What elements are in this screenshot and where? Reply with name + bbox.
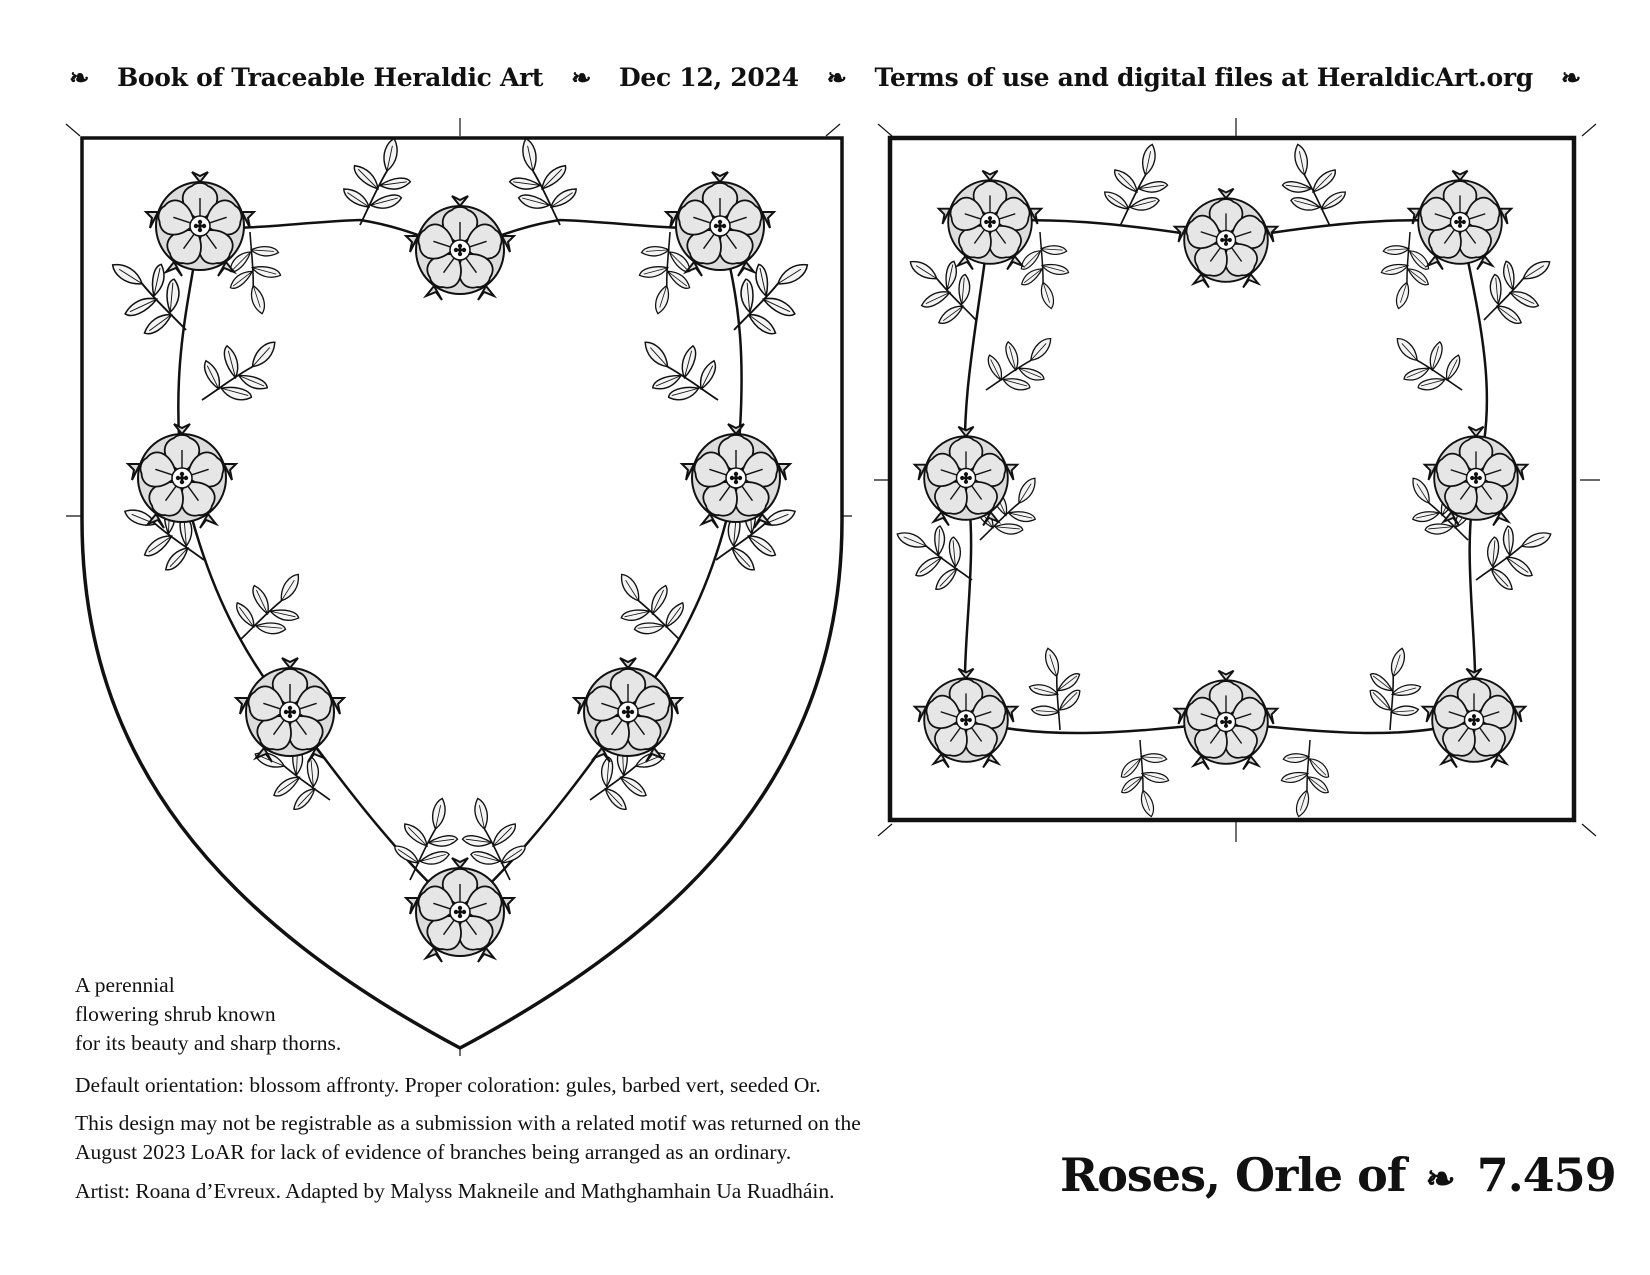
fleuron-icon: ❧ xyxy=(1560,62,1581,92)
terms-of-use: Terms of use and digital files at HeraldicArt.org xyxy=(874,62,1533,92)
plate-title xyxy=(1060,1148,1616,1202)
publication-date: Dec 12, 2024 xyxy=(619,62,799,92)
orientation-note: Default orientation: blossom affronty. Proper coloration: gules, barbed vert, seeded Or. xyxy=(75,1073,821,1097)
plate-name: Roses, Orle of xyxy=(1060,1148,1406,1202)
fleuron-icon: ❧ xyxy=(826,62,847,92)
book-title: Book of Traceable Heraldic Art xyxy=(117,62,544,92)
fleuron-icon: ❧ xyxy=(571,62,591,92)
description-line: flowering shrub known xyxy=(75,1002,276,1026)
plate-number: 7.459 xyxy=(1476,1148,1616,1202)
fleuron-icon: ❧ xyxy=(1425,1158,1455,1200)
fleuron-icon: ❧ xyxy=(69,62,90,92)
registration-note-line: August 2023 LoAR for lack of evidence of branches being arranged as an ordinary. xyxy=(75,1140,792,1164)
description-line: A perennial xyxy=(75,973,175,997)
description-line: for its beauty and sharp thorns. xyxy=(75,1031,342,1055)
description xyxy=(75,971,341,1058)
artist-credit: Artist: Roana d’Evreux. Adapted by Malyss Makneile and Mathghamhain Ua Ruadháin. xyxy=(75,1179,835,1203)
registration-note-line: This design may not be registrable as a submission with a related motif was returned on the xyxy=(75,1111,861,1135)
registration-note xyxy=(75,1109,861,1167)
